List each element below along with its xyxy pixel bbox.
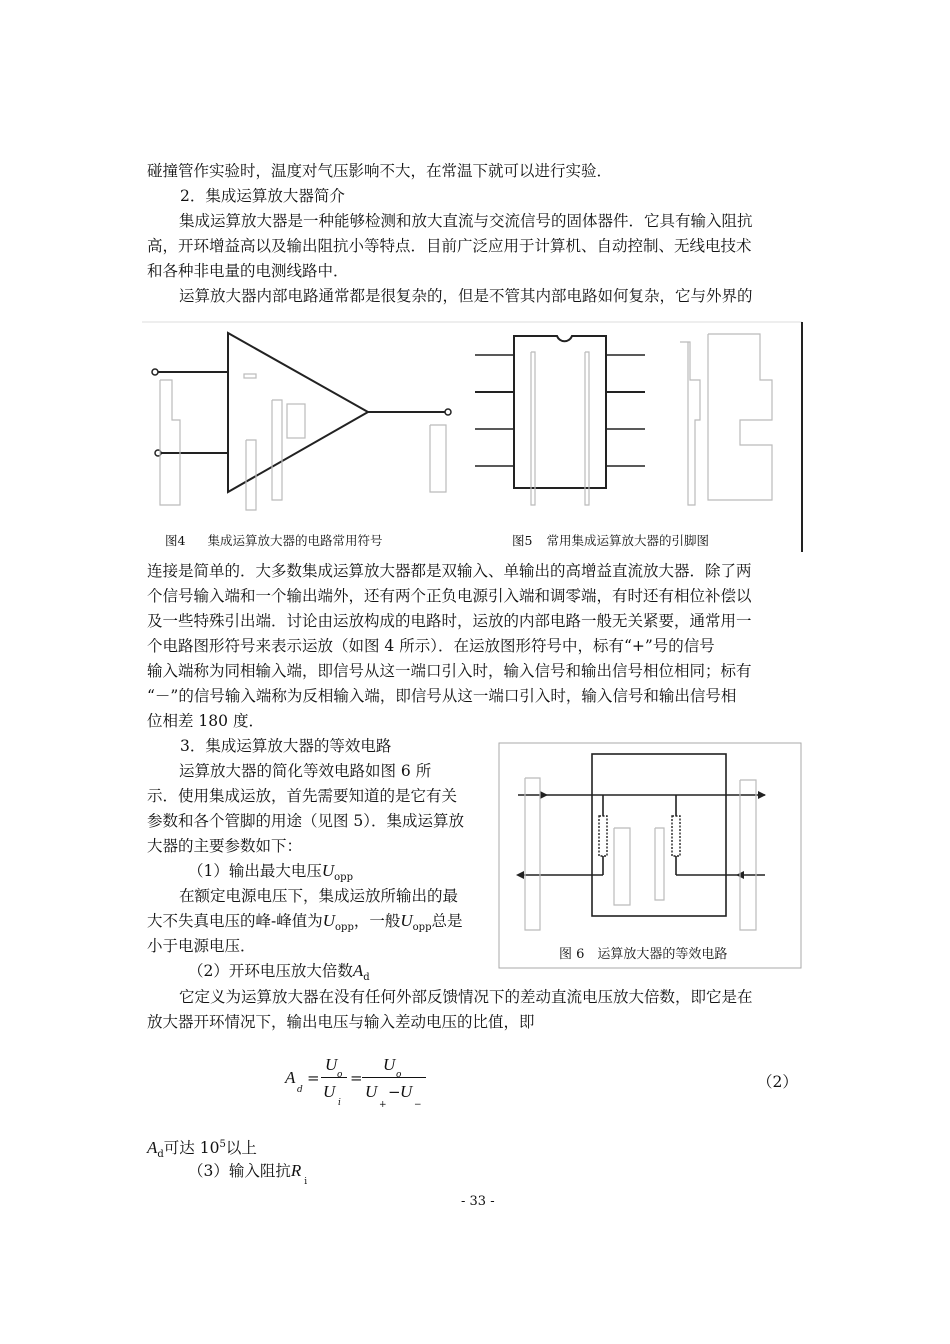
param-3: （3）输入阻抗$R_i$: [188, 1161, 308, 1187]
equivalent-circuit: [518, 754, 765, 916]
page-number: - 33 -: [461, 1194, 495, 1209]
section-heading: 2．集成运算放大器简介: [180, 187, 345, 205]
text-line: 运算放大器内部电路通常都是很复杂的，但是不管其内部电路如何复杂，它与外界的: [179, 287, 753, 305]
text-line: 个信号输入端和一个输出端外，还有两个正负电源引入端和调零端，有时还有相位补偿以: [147, 587, 752, 605]
param-2: （2）开环电压放大倍数$A_d$: [188, 961, 370, 983]
text-line: 大不失真电压的峰-峰值为$U_{opp}$，一般$U_{opp}$总是: [147, 911, 463, 933]
text-line: 小于电源电压．: [147, 937, 256, 955]
text-line: 碰撞管作实验时，温度对气压影响不大，在常温下就可以进行实验．: [147, 162, 613, 180]
text-line: 示．使用集成运放，首先需要知道的是它有关: [147, 787, 458, 805]
figure-4-caption: 图4 集成运算放大器的电路常用符号: [165, 533, 383, 548]
text-line: 参数和各个管脚的用途（见图 5）．集成运算放: [147, 812, 465, 830]
param-1: （1）输出最大电压$U_{opp}$: [188, 861, 353, 883]
text-line: 集成运算放大器是一种能够检测和放大直流与交流信号的固体器件．它具有输入阻抗: [179, 212, 753, 230]
text-line: 输入端称为同相输入端，即信号从这一端口引入时，输入信号和输出信号相位相同；标有: [147, 662, 752, 680]
text-line: 在额定电源电压下，集成运放所输出的最: [179, 887, 459, 905]
text-line: 大器的主要参数如下：: [147, 837, 303, 855]
formula-ad: A d = U o U i = U o U + − U − （2）: [285, 1055, 798, 1110]
figure-6-caption: 图 6 运算放大器的等效电路: [559, 947, 728, 962]
section-heading: 3．集成运算放大器的等效电路: [180, 737, 392, 755]
text-line: 高，开环增益高以及输出阻抗小等特点．目前广泛应用于计算机、自动控制、无线电技术: [147, 237, 752, 255]
text-line: 及一些特殊引出端．讨论由运放构成的电路时，运放的内部电路一般无关紧要，通常用一: [147, 612, 752, 630]
text-line: 和各种非电量的电测线路中．: [147, 262, 349, 280]
figure-5-caption: 图5 常用集成运算放大器的引脚图: [512, 533, 709, 548]
text-line: 个电路图形符号来表示运放（如图 4 所示）．在运放图形符号中，标有“+”号的信号: [147, 637, 715, 655]
text-line: 放大器开环情况下，输出电压与输入差动电压的比值，即: [147, 1013, 535, 1031]
text-line: 运算放大器的简化等效电路如图 6 所: [179, 762, 432, 780]
text-line: 连接是简单的．大多数集成运算放大器都是双输入、单输出的高增益直流放大器．除了两: [147, 562, 752, 580]
text-line: 它定义为运算放大器在没有任何外部反馈情况下的差动直流电压放大倍数，即它是在: [179, 988, 753, 1006]
text-line: $A_d$可达 $10^5$以上: [147, 1138, 257, 1161]
text-line: “－”的信号输入端称为反相输入端，即信号从这一端口引入时，输入信号和输出信号相: [147, 687, 737, 705]
text-line: 位相差 180 度．: [147, 712, 264, 730]
